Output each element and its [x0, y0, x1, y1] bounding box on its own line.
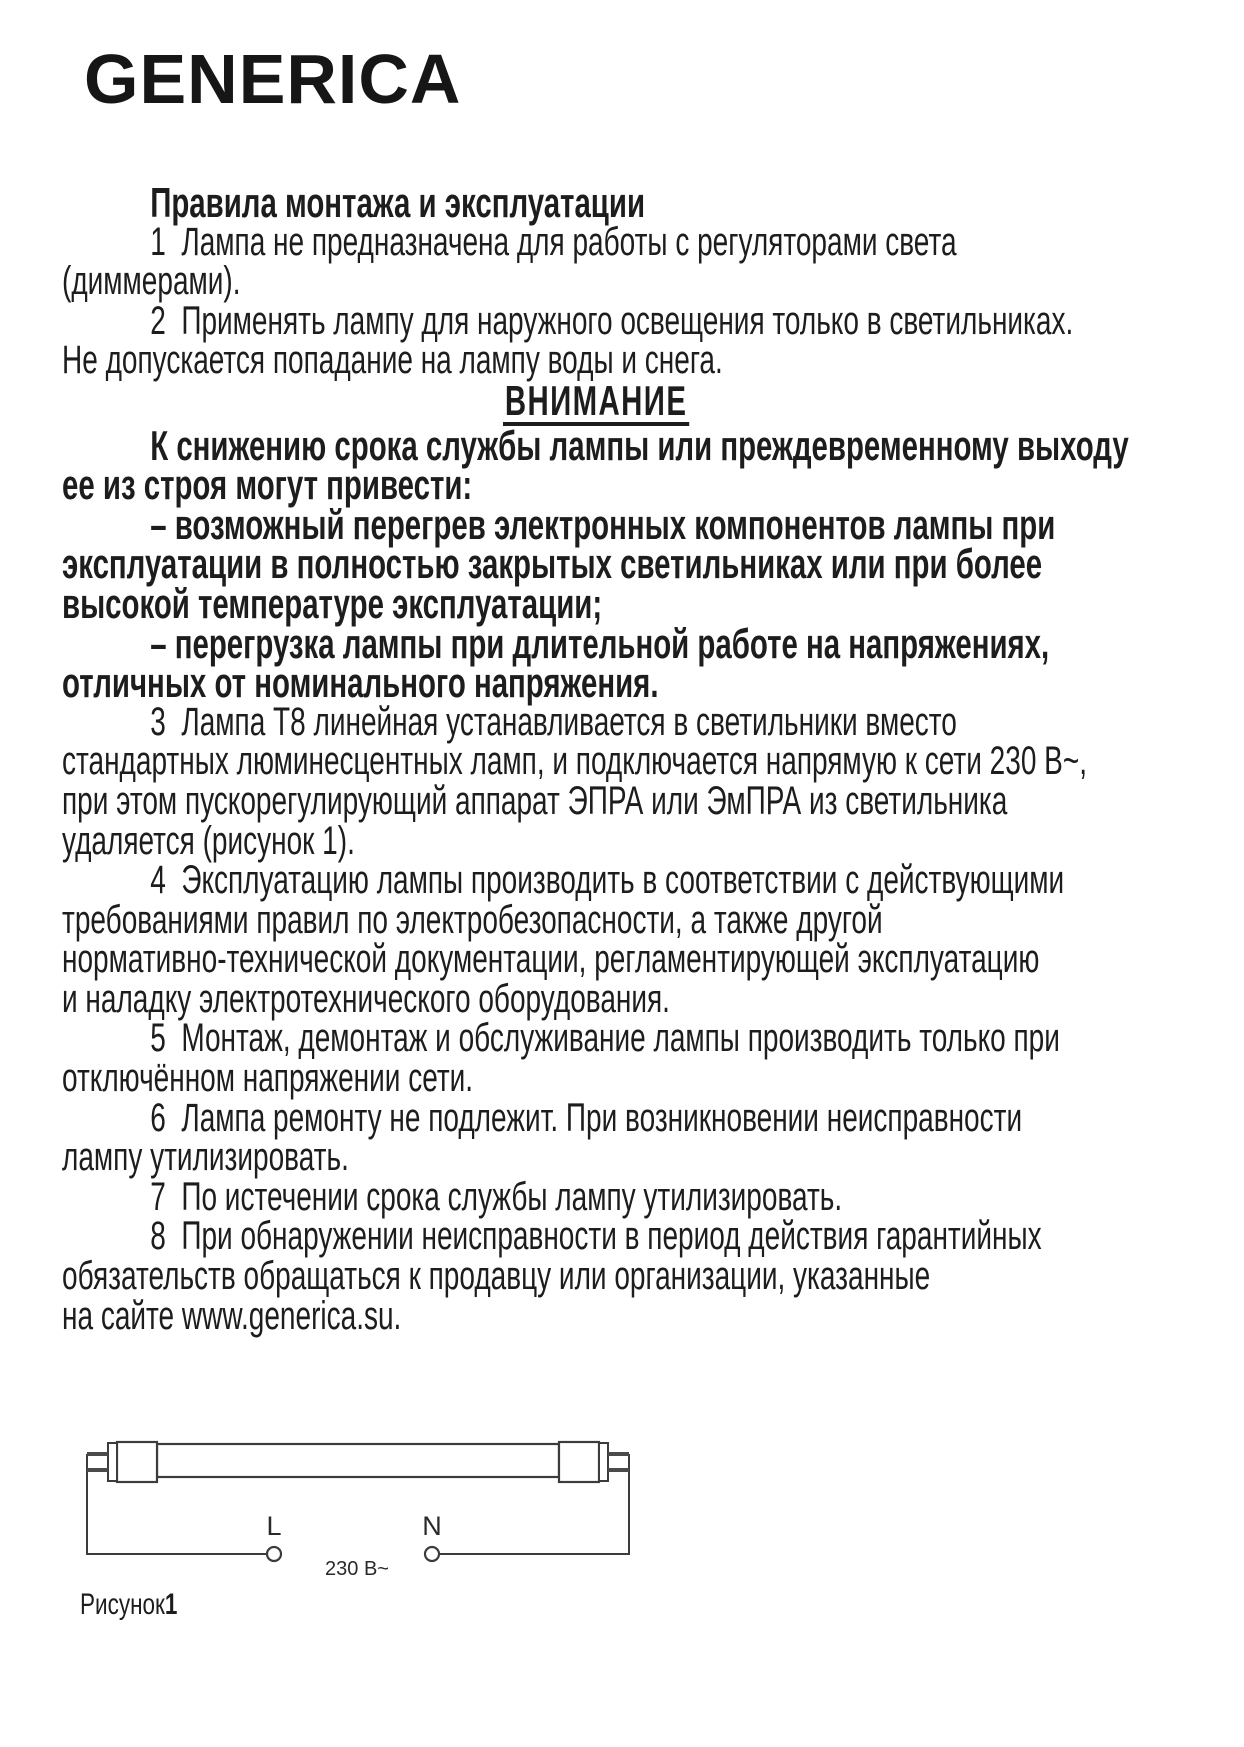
terminal-n-label: N [422, 1511, 442, 1541]
figure-caption-number: 1 [164, 1588, 178, 1621]
paragraph-5 [62, 1016, 1130, 1101]
terminal-l-label: L [266, 1511, 282, 1541]
text-line: эксплуатации в полностью закрытых светильниках или при более [62, 540, 1043, 588]
text-line: ее из строя могут привести: [62, 461, 473, 509]
text-line: (диммерами). [62, 259, 241, 304]
text-line: К снижению срока службы лампы или преждевременному выходу [150, 421, 1129, 469]
text-line: 3 Лампа Т8 линейная устанавливается в светильники вместо [150, 699, 957, 744]
figure-caption [80, 1590, 177, 1620]
text-line: 7 По истечении срока службы лампу утилизировать. [150, 1174, 843, 1219]
text-line: нормативно-технической документации, регламентирующей эксплуатацию [62, 937, 1040, 982]
attention-heading: ВНИМАНИЕ [503, 381, 690, 426]
right-end-cap [559, 1442, 599, 1482]
left-end-cap [117, 1442, 157, 1482]
text-line: 2 Применять лампу для наружного освещения только в светильниках. [150, 298, 1074, 343]
brand-logo: GENERICA [84, 40, 462, 118]
text-line: отличных от номинального напряжения. [62, 659, 659, 707]
warning-paragraph-2 [62, 500, 1130, 627]
text-line: 4 Эксплуатацию лампы производить в соответствии с действующими [150, 858, 1065, 903]
text-line: обязательств обращаться к продавцу или организации, указанные [62, 1254, 931, 1299]
text-line: 5 Монтаж, демонтаж и обслуживание лампы производить только при [150, 1016, 1060, 1061]
attention-heading-row [62, 376, 1130, 426]
text-line: стандартных люминесцентных ламп, и подключается напрямую к сети 230 В~, [62, 739, 1087, 784]
figure-caption-text: Рисунок [80, 1588, 165, 1621]
text-line: Не допускается попадание на лампу воды и снега. [62, 338, 723, 383]
text-line: 8 При обнаружении неисправности в период действия гарантийных [150, 1214, 1042, 1259]
paragraph-2 [62, 298, 1130, 383]
paragraph-3 [62, 699, 1130, 863]
paragraph-8 [62, 1214, 1130, 1338]
text-line: отключённом напряжении сети. [62, 1056, 474, 1101]
document-body [62, 179, 1130, 1338]
left-cap-collar [108, 1443, 117, 1481]
text-line: и наладку электротехнического оборудования. [62, 976, 670, 1021]
paragraph-7 [62, 1174, 1130, 1219]
paragraph-4 [62, 858, 1130, 1021]
warning-paragraph-1 [62, 421, 1130, 509]
paragraph-6 [62, 1095, 1130, 1180]
warning-paragraph-3 [62, 619, 1130, 707]
tube-body [157, 1444, 559, 1477]
text-line: – возможный перегрев электронных компонентов лампы при [150, 500, 1056, 548]
terminal-n-circle [425, 1547, 439, 1561]
section-heading: Правила монтажа и эксплуатации [150, 179, 646, 226]
text-line: требованиями правил по электробезопасности, а также другой [62, 897, 883, 942]
text-line: высокой температуре эксплуатации; [62, 579, 603, 627]
right-cap-collar [599, 1443, 608, 1481]
text-line: при этом пускорегулирующий аппарат ЭПРА или ЭмПРА из светильника [62, 778, 1008, 823]
voltage-label: 230 В~ [325, 1558, 389, 1580]
text-line: удаляется (рисунок 1). [62, 818, 355, 863]
text-line: 6 Лампа ремонту не подлежит. При возникновении неисправности [150, 1095, 1023, 1140]
paragraph-1 [62, 219, 1130, 304]
website-line: на сайте www.generica.su. [62, 1293, 402, 1338]
terminal-l-circle [267, 1547, 281, 1561]
text-line: 1 Лампа не предназначена для работы с регуляторами света [150, 219, 957, 264]
text-line: – перегрузка лампы при длительной работе на напряжениях, [150, 619, 1050, 667]
text-line: лампу утилизировать. [62, 1135, 349, 1180]
